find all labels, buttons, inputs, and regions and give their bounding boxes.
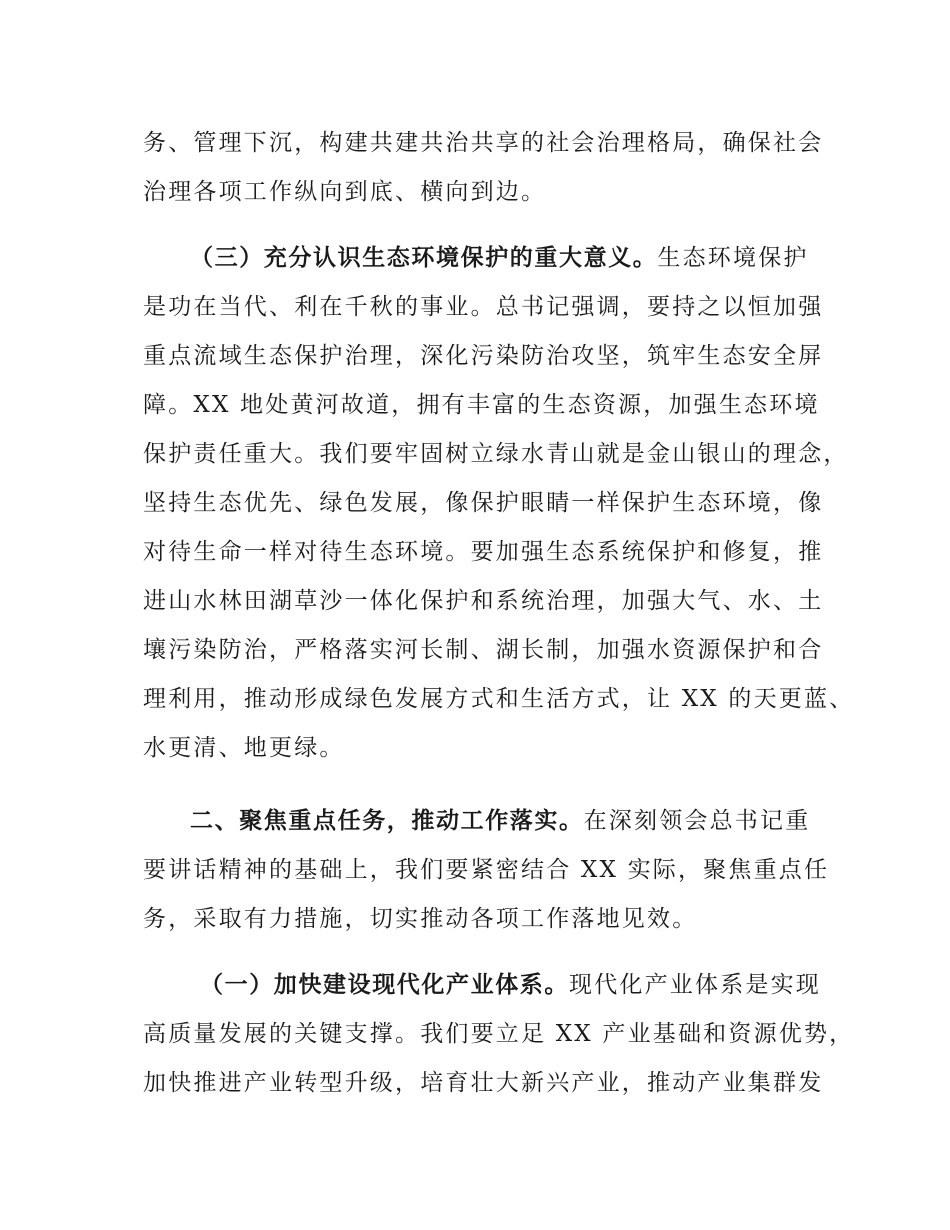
paragraph-4-line-1 xyxy=(200,968,880,1002)
paragraph-1-line-2: 治理各项工作纵向到底、横向到边。 xyxy=(143,179,547,205)
paragraph-3-line-3: 务，采取有力措施，切实推动各项工作落地见效。 xyxy=(143,906,698,932)
paragraph-2-line-9: 壤污染防治，严格落实河长制、湖长制，加强水资源保护和合 xyxy=(143,637,824,663)
paragraph-3-line-1-text: 在深刻领会总书记重 xyxy=(583,808,811,834)
paragraph-2-line-5: 保护责任重大。我们要牢固树立绿水青山就是金山银山的理念， xyxy=(143,441,849,467)
paragraph-4-line-1-text: 现代化产业体系是实现 xyxy=(569,972,821,998)
paragraph-3-line-1 xyxy=(190,804,870,838)
paragraph-2-line-11: 水更清、地更绿。 xyxy=(143,735,345,761)
paragraph-2-line-1 xyxy=(190,241,870,275)
section-heading-1: （一）加快建设现代化产业体系。 xyxy=(200,972,569,998)
paragraph-2-line-7: 对待生命一样对待生态环境。要加强生态系统保护和修复，推 xyxy=(143,539,824,565)
paragraph-3-line-2: 要讲话精神的基础上，我们要紧密结合 XX 实际，聚焦重点任 xyxy=(143,857,830,883)
section-heading-2: 二、聚焦重点任务，推动工作落实。 xyxy=(190,808,584,834)
section-heading-3: （三）充分认识生态环境保护的重大意义。 xyxy=(190,245,658,271)
paragraph-2-line-6: 坚持生态优先、绿色发展，像保护眼睛一样保护生态环境，像 xyxy=(143,490,824,516)
paragraph-2-line-1-text: 生态环境保护 xyxy=(657,245,809,271)
paragraph-2-line-8: 进山水林田湖草沙一体化保护和系统治理，加强大气、水、土 xyxy=(143,588,824,614)
paragraph-2-line-2: 是功在当代、利在千秋的事业。总书记强调，要持之以恒加强 xyxy=(143,294,824,320)
paragraph-2-line-4: 障。XX 地处黄河故道，拥有丰富的生态资源，加强生态环境 xyxy=(143,392,820,418)
paragraph-4-line-3: 加快推进产业转型升级，培育壮大新兴产业，推动产业集群发 xyxy=(143,1070,824,1096)
paragraph-2-line-3: 重点流域生态保护治理，深化污染防治攻坚，筑牢生态安全屏 xyxy=(143,343,824,369)
paragraph-1-line-1: 务、管理下沉，构建共建共治共享的社会治理格局，确保社会 xyxy=(143,130,824,156)
paragraph-4-line-2: 高质量发展的关键支撑。我们要立足 XX 产业基础和资源优势， xyxy=(143,1021,855,1047)
paragraph-2-line-10: 理利用，推动形成绿色发展方式和生活方式，让 XX 的天更蓝、 xyxy=(143,686,855,712)
